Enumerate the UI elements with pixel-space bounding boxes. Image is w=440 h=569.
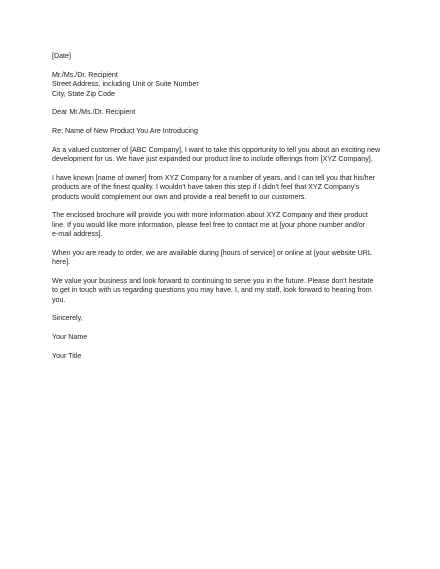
body-paragraph-3 bbox=[52, 211, 390, 239]
paragraph-line: line. If you would like more information, please feel free to contact me at [your phone number and/or bbox=[52, 220, 366, 229]
paragraph-line: to get in touch with us regarding questions you may have. I, and my staff, look forward to hearing from bbox=[52, 286, 372, 295]
signature-name-block bbox=[52, 333, 390, 342]
letter-date: [Date] bbox=[52, 52, 71, 60]
paragraph-line: products would complement our own and provide a real benefit to our customers. bbox=[52, 192, 307, 201]
date-block bbox=[52, 52, 390, 61]
body-paragraph-5 bbox=[52, 277, 390, 305]
paragraph-line: products are of the finest quality. I wouldn't have taken this step if I didn't feel that XYZ Company's bbox=[52, 183, 360, 192]
signature-name: Your Name bbox=[52, 333, 88, 342]
closing: Sincerely, bbox=[52, 314, 83, 323]
subject-block bbox=[52, 127, 390, 136]
recipient-name: Mr./Ms./Dr. Recipient bbox=[52, 70, 118, 79]
body-paragraph-4 bbox=[52, 249, 390, 268]
paragraph-line: I have known [name of owner] from XYZ Company for a number of years, and I can tell you that his/her bbox=[52, 173, 375, 182]
signature-title: Your Title bbox=[52, 351, 82, 360]
paragraph-line: you. bbox=[52, 295, 66, 304]
body-paragraph-2 bbox=[52, 174, 390, 202]
signature-title-block bbox=[52, 352, 390, 361]
subject-line: Re: Name of New Product You Are Introducing bbox=[52, 126, 198, 135]
paragraph-line: The enclosed brochure will provide you with more information about XYZ Company and their product bbox=[52, 211, 368, 220]
recipient-street: Street Address, including Unit or Suite Number bbox=[52, 80, 199, 89]
paragraph-line: As a valued customer of [ABC Company], I want to take this opportunity to tell you about an exciting new bbox=[52, 145, 381, 154]
recipient-address bbox=[52, 71, 390, 99]
paragraph-line: When you are ready to order, we are available during [hours of service] or online at [your website URL bbox=[52, 248, 372, 257]
salutation: Dear Mr./Ms./Dr. Recipient bbox=[52, 108, 136, 117]
closing-block bbox=[52, 314, 390, 323]
recipient-city: City, State Zip Code bbox=[52, 89, 115, 98]
body-paragraph-1 bbox=[52, 146, 390, 165]
salutation-block bbox=[52, 108, 390, 117]
paragraph-line: e-mail address]. bbox=[52, 230, 103, 239]
paragraph-line: here]. bbox=[52, 258, 71, 267]
paragraph-line: development for us. We have just expanded our product line to include offerings from [XYZ Company]. bbox=[52, 155, 373, 164]
paragraph-line: We value your business and look forward to continuing to serve you in the future. Please don't hesitate bbox=[52, 276, 374, 285]
